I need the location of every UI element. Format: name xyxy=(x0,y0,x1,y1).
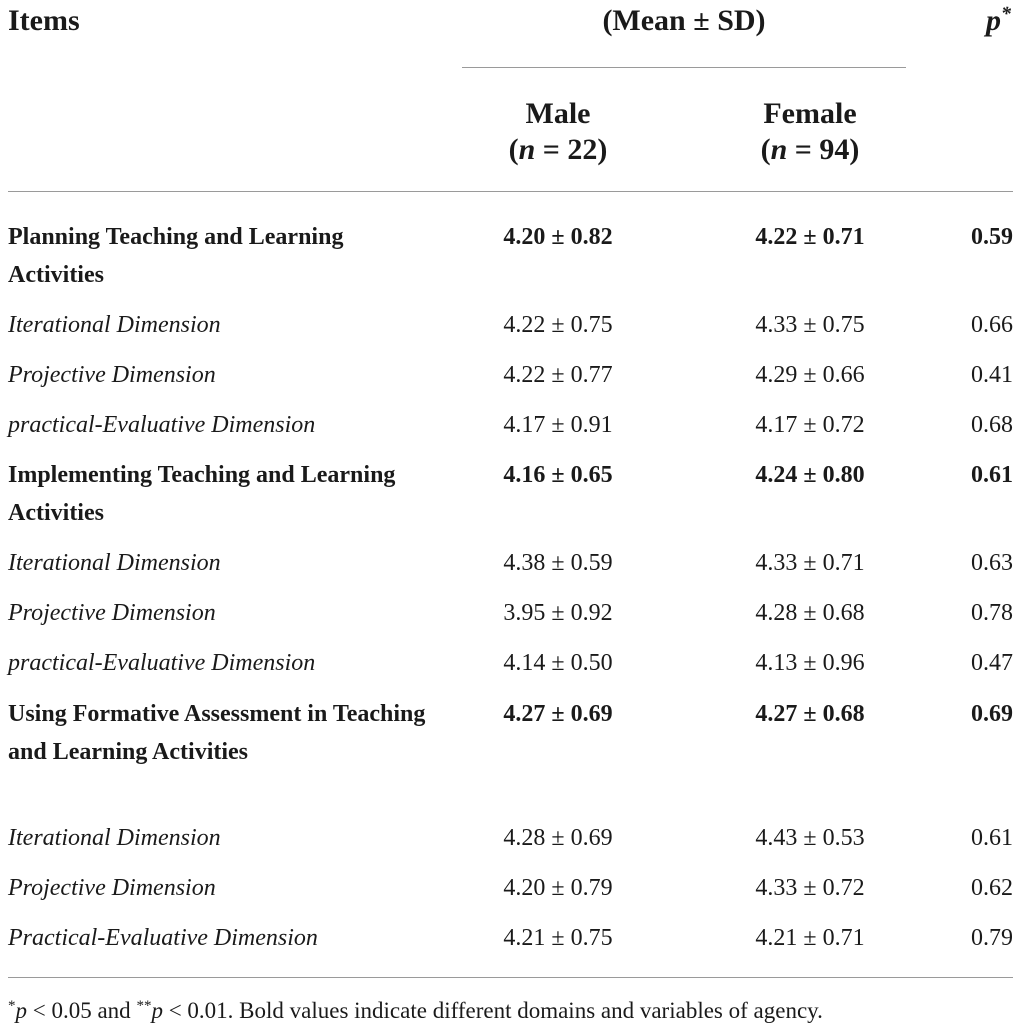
female-value-cell: 4.29 ± 0.66 xyxy=(755,362,865,388)
p-value-cell: 0.63 xyxy=(971,550,1013,576)
male-value-cell: 4.14 ± 0.50 xyxy=(503,650,613,676)
male-value-cell: 4.27 ± 0.69 xyxy=(503,701,613,727)
female-value-cell: 4.21 ± 0.71 xyxy=(755,925,865,951)
p-significance-marker: * xyxy=(1001,3,1011,25)
p-value-cell: 0.68 xyxy=(971,412,1013,438)
male-value-cell: 3.95 ± 0.92 xyxy=(503,600,613,626)
p-value-cell: 0.47 xyxy=(971,650,1013,676)
footnote-text: < 0.05 and xyxy=(27,998,137,1023)
item-cell: Projective Dimension xyxy=(8,875,216,901)
female-value-cell: 4.28 ± 0.68 xyxy=(755,600,865,626)
header-bottom-rule xyxy=(8,191,1013,192)
p-value-cell: 0.66 xyxy=(971,312,1013,338)
male-value-cell: 4.20 ± 0.82 xyxy=(503,224,613,250)
p-symbol: p xyxy=(986,4,1001,37)
male-value-cell: 4.38 ± 0.59 xyxy=(503,550,613,576)
male-value-cell: 4.22 ± 0.77 xyxy=(503,362,613,388)
p-value-cell: 0.61 xyxy=(971,462,1013,488)
item-cell: Projective Dimension xyxy=(8,600,216,626)
male-value-cell: 4.22 ± 0.75 xyxy=(503,312,613,338)
p-value-cell: 0.78 xyxy=(971,600,1013,626)
item-cell: practical-Evaluative Dimension xyxy=(8,650,316,676)
footnote-p-symbol: p xyxy=(151,998,163,1023)
item-cell: Practical-Evaluative Dimension xyxy=(8,925,318,951)
female-value-cell: 4.13 ± 0.96 xyxy=(755,650,865,676)
item-cell: Implementing Teaching and Learning Activities xyxy=(8,462,396,526)
male-column-header xyxy=(438,96,678,168)
p-column-header xyxy=(986,3,1011,39)
female-value-cell: 4.43 ± 0.53 xyxy=(755,825,865,851)
mean-sd-header-rule xyxy=(462,67,906,68)
item-cell: Using Formative Assessment in Teaching and Learning Activities xyxy=(8,701,426,765)
item-cell: Planning Teaching and Learning Activities xyxy=(8,224,344,288)
female-value-cell: 4.27 ± 0.68 xyxy=(755,701,865,727)
male-value-cell: 4.21 ± 0.75 xyxy=(503,925,613,951)
p-value-cell: 0.79 xyxy=(971,925,1013,951)
female-value-cell: 4.17 ± 0.72 xyxy=(755,412,865,438)
male-value-cell: 4.28 ± 0.69 xyxy=(503,825,613,851)
p-value-cell: 0.69 xyxy=(971,701,1013,727)
table-footnote xyxy=(8,996,823,1026)
item-cell: Iterational Dimension xyxy=(8,312,221,338)
p-value-cell: 0.41 xyxy=(971,362,1013,388)
items-column-header: Items xyxy=(8,4,80,37)
item-cell: Iterational Dimension xyxy=(8,825,221,851)
male-label: Male xyxy=(525,97,591,130)
item-cell: Projective Dimension xyxy=(8,362,216,388)
male-value-cell: 4.20 ± 0.79 xyxy=(503,875,613,901)
male-n-count: (n = 22) xyxy=(508,133,608,166)
female-column-header xyxy=(690,96,930,168)
footnote-text: < 0.01. Bold values indicate different domains and variables of agency. xyxy=(162,998,823,1023)
mean-sd-column-header: (Mean ± SD) xyxy=(602,4,766,37)
female-value-cell: 4.24 ± 0.80 xyxy=(755,462,865,488)
female-value-cell: 4.33 ± 0.75 xyxy=(755,312,865,338)
female-value-cell: 4.22 ± 0.71 xyxy=(755,224,865,250)
female-n-count: (n = 94) xyxy=(760,133,860,166)
footnote-mark-double: ** xyxy=(136,998,152,1014)
male-value-cell: 4.16 ± 0.65 xyxy=(503,462,613,488)
p-value-cell: 0.62 xyxy=(971,875,1013,901)
item-cell: practical-Evaluative Dimension xyxy=(8,412,316,438)
male-value-cell: 4.17 ± 0.91 xyxy=(503,412,613,438)
p-value-cell: 0.59 xyxy=(971,224,1013,250)
item-cell: Iterational Dimension xyxy=(8,550,221,576)
female-value-cell: 4.33 ± 0.71 xyxy=(755,550,865,576)
female-value-cell: 4.33 ± 0.72 xyxy=(755,875,865,901)
p-value-cell: 0.61 xyxy=(971,825,1013,851)
table-bottom-rule xyxy=(8,977,1013,978)
female-label: Female xyxy=(763,97,857,130)
footnote-mark-single: * xyxy=(8,998,16,1014)
footnote-p-symbol: p xyxy=(15,998,27,1023)
